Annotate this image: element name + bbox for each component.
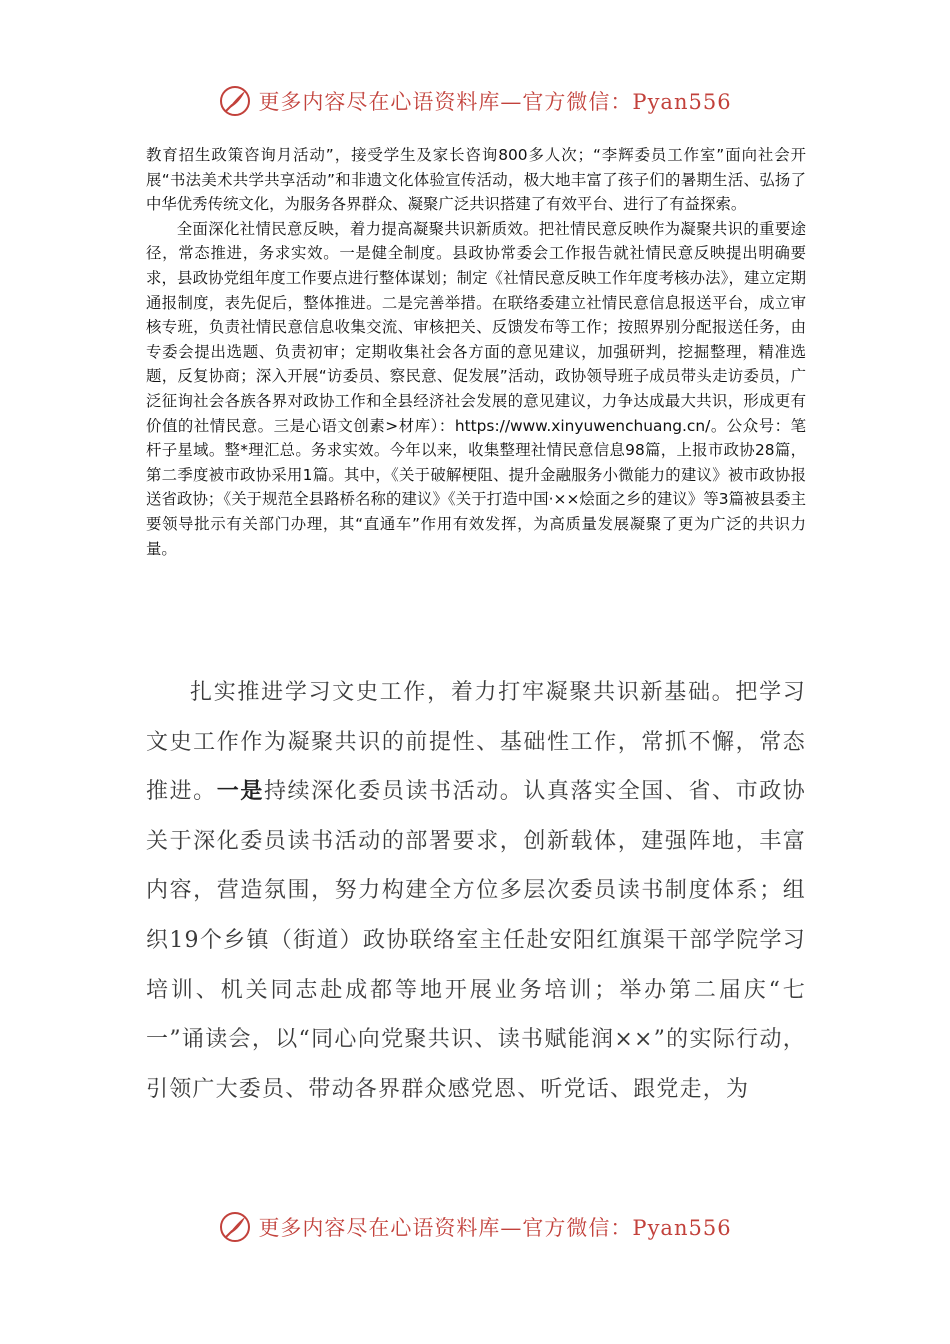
paragraph-2: 全面深化社情民意反映，着力提高凝聚共识新质效。把社情民意反映作为凝聚共识的重要途径，常态推进，务求实效。一是健全制度。县政协常委会工作报告就社情民意反映提出明确要求，县政协党组年度工作要点进行整体谋划；制定《社情民意反映工作年度考核办法》，建立定期通报制度，表先促后，整体推进。二是完善举措。在联络委建立社情民意信息报送平台，成立审核专班，负责社情民意信息收集交流、审核把关、反馈发布等工作；按照界别分配报送任务，由专委会提出选题、负责初审；定期收集社会各方面的意见建议，加强研判，挖掘整理，精准选题，反复协商；深入开展“访委员、察民意、促发展”活动，政协领导班子成员带头走访委员，广泛征询社会各族各界对政协工作和全县经济社会发展的意见建议，力争达成最大共识，形成更有价值的社情民意。三是心语文创素>材库）：https://www.xinyuwenchuang.cn/。公众号：笔杆子星域。整*理汇总。务求实效。今年以来，收集整理社情民意信息98篇，上报市政协28篇，第二季度被市政协采用1篇。其中，《关于破解梗阻、提升金融服务小微能力的建议》被市政协报送省政协；《关于规范全县路桥名称的建议》《关于打造中国·××烩面之乡的建议》等3篇被县委主要领导批示有关部门办理，其“直通车”作用有效发挥，为高质量发展凝聚了更为广泛的共识力量。 <box>146 219 806 558</box>
paragraph-1: 教育招生政策咨询月活动”，接受学生及家长咨询800多人次；“李辉委员工作室”面向社会开展“书法美术共学共享活动”和非遗文化体验宣传活动，极大地丰富了孩子们的暑期生活、弘扬了中华优秀传统文化，为服务各界群众、凝聚广泛共识搭建了有效平台、进行了有益探索。 <box>146 146 806 214</box>
watermark-text: 更多内容尽在心语资料库—官方微信：Pyan556 <box>258 90 732 114</box>
feather-pen-icon <box>218 1210 252 1244</box>
header-watermark <box>0 84 950 118</box>
feather-pen-icon <box>218 84 252 118</box>
paragraph-3-bold: 一是 <box>216 778 264 805</box>
watermark-text: 更多内容尽在心语资料库—官方微信：Pyan556 <box>258 1216 732 1240</box>
paragraph-3-rest: 持续深化委员读书活动。认真落实全国、省、市政协关于深化委员读书活动的部署要求，创新载体，建强阵地，丰富内容，营造氛围，努力构建全方位多层次委员读书制度体系；组织19个乡镇（街道）政协联络室主任赴安阳红旗渠干部学院学习培训、机关同志赴成都等地开展业务培训；举办第二届庆“七一”诵读会，以“同心向党聚共识、读书赋能润××”的实际行动，引领广大委员、带动各界群众感党恩、听党话、跟党走，为 <box>146 779 806 1102</box>
large-text-section <box>146 668 806 1114</box>
footer-watermark <box>0 1210 950 1244</box>
paragraph-3 <box>146 668 806 1114</box>
paragraph-3-lead: 扎实推进学习文史工作，着力打牢凝聚共识新基础。把学习文史工作作为凝聚共识的前提性、基础性工作，常抓不懈，常态推进。 <box>146 680 806 805</box>
small-text-section <box>146 143 806 561</box>
